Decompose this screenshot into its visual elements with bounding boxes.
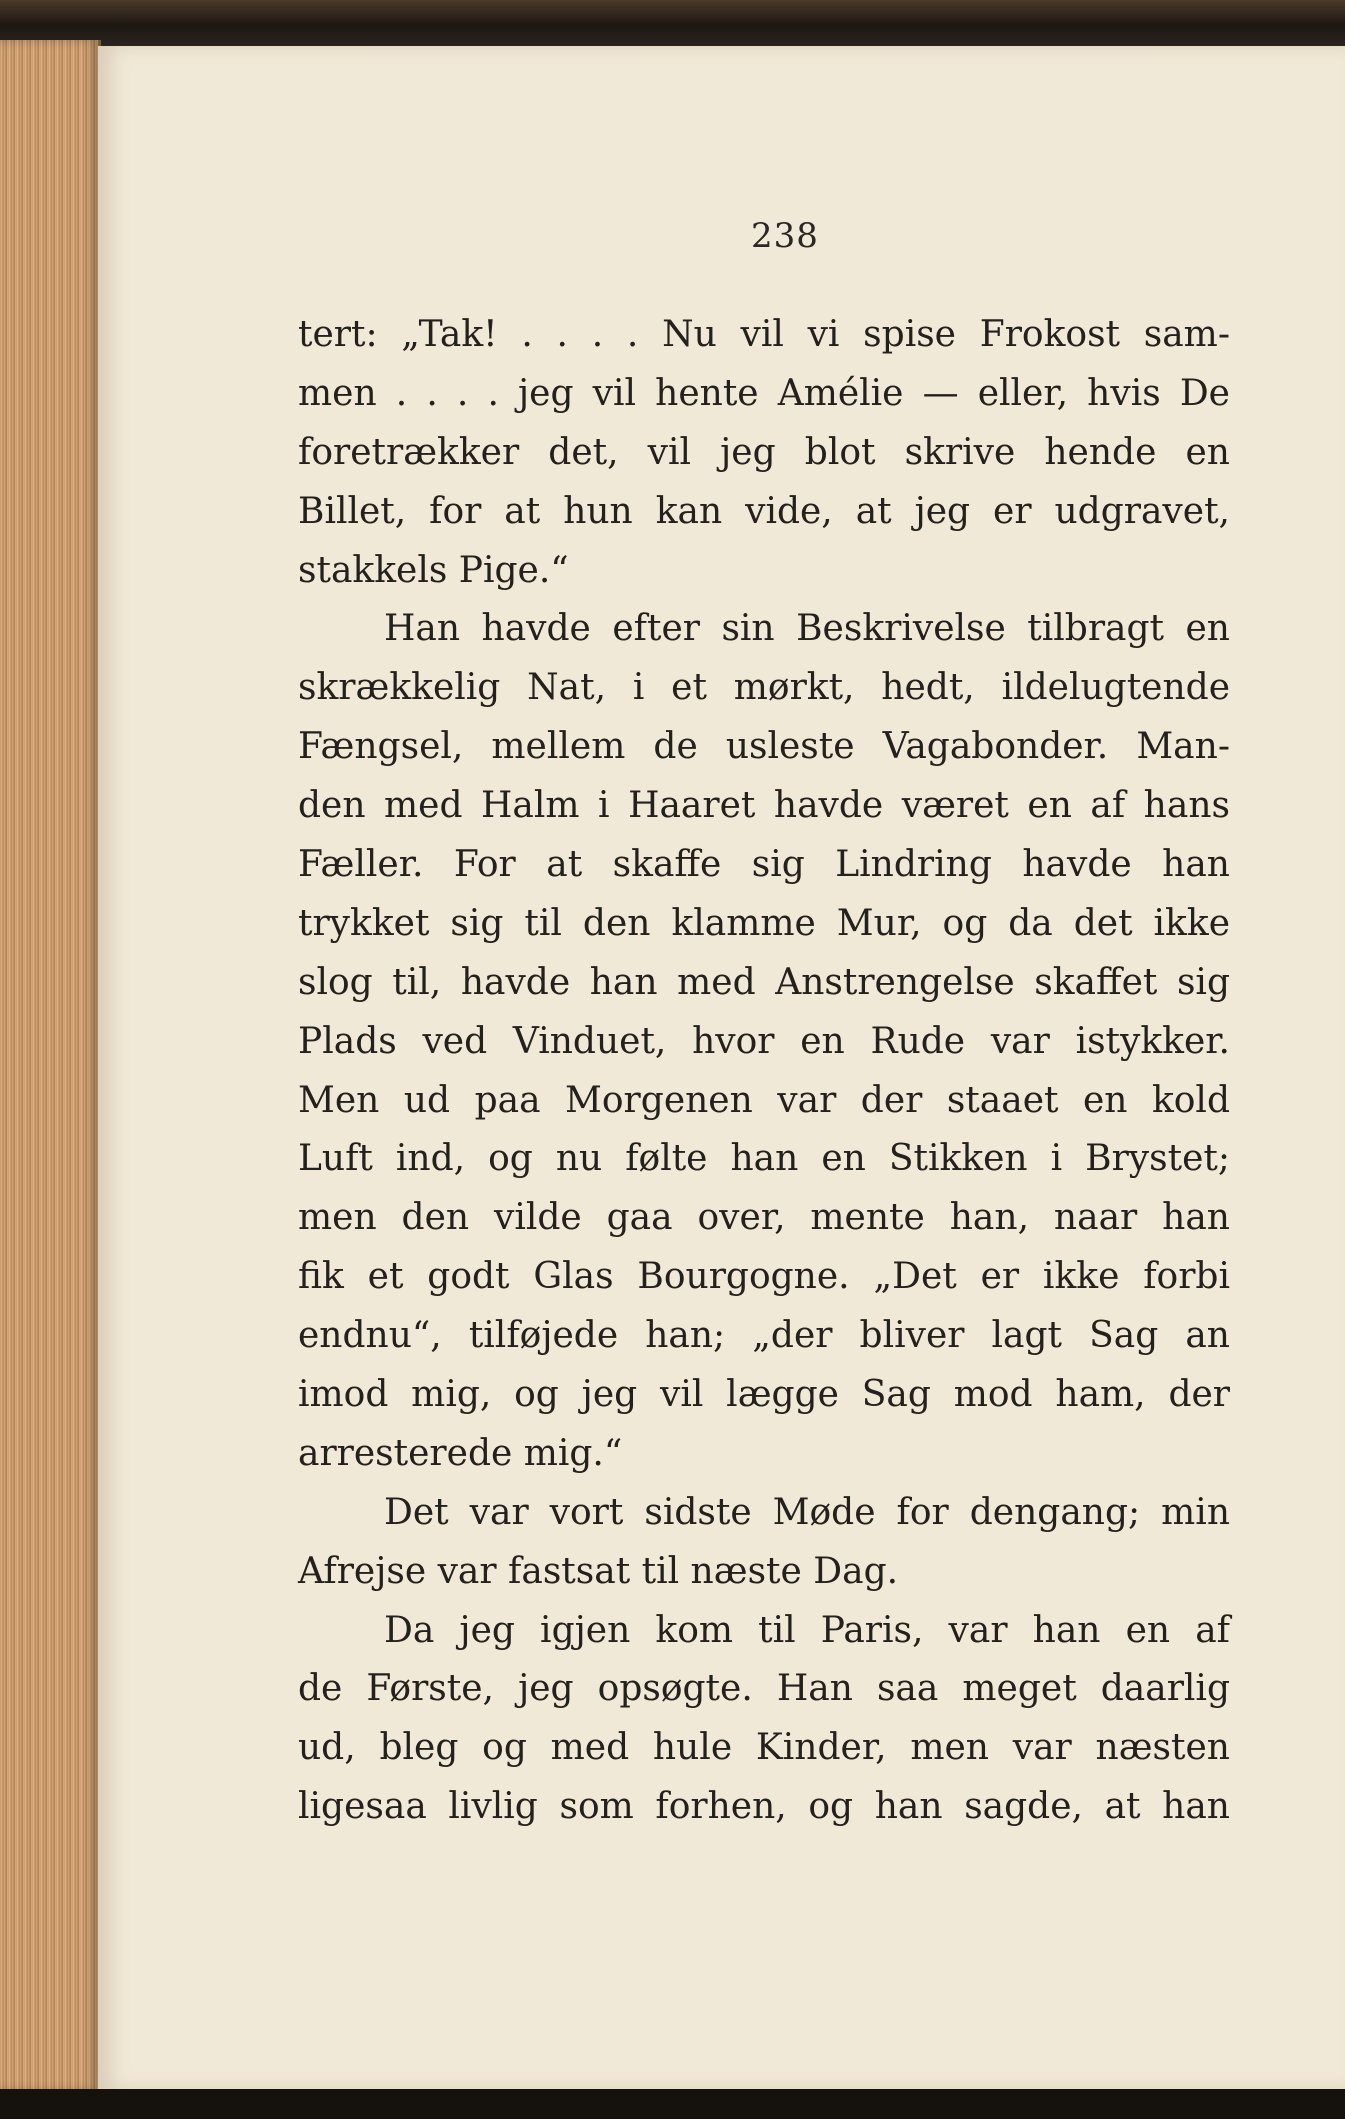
text-line: ud, bleg og med hule Kinder, men var næsten <box>298 1727 1230 1769</box>
text-line: den med Halm i Haaret havde været en af hans <box>298 785 1230 827</box>
body-text <box>298 306 1230 1837</box>
text-line: Han havde efter sin Beskrivelse tilbragt en <box>384 608 1230 650</box>
text-line: Luft ind, og nu følte han en Stikken i Brystet; <box>298 1138 1230 1180</box>
book-bottom-edge <box>0 2089 1345 2119</box>
text-line: tert: „Tak! . . . . Nu vil vi spise Frokost sam- <box>298 314 1230 355</box>
text-line: Det var vort sidste Møde for dengang; min <box>384 1491 1230 1533</box>
text-line: de Første, jeg opsøgte. Han saa meget daarlig <box>298 1668 1230 1710</box>
text-line: Da jeg igjen kom til Paris, var han en af <box>384 1609 1230 1651</box>
text-line: endnu“, tilføjede han; „der bliver lagt Sag an <box>298 1315 1230 1357</box>
page-stack-edges <box>0 40 101 2090</box>
text-line: men den vilde gaa over, mente han, naar han <box>298 1197 1230 1239</box>
text-line: skrækkelig Nat, i et mørkt, hedt, ildelugtende <box>298 667 1230 709</box>
text-line: Plads ved Vinduet, hvor en Rude var istykker. <box>298 1020 1230 1062</box>
text-line: trykket sig til den klamme Mur, og da det ikke <box>298 902 1230 944</box>
text-line: foretrækker det, vil jeg blot skrive hende en <box>298 431 1230 473</box>
book-top-edge <box>0 0 1345 46</box>
text-line: Afrejse var fastsat til næste Dag. <box>298 1550 899 1592</box>
text-line: stakkels Pige.“ <box>298 549 569 591</box>
text-line: Billet, for at hun kan vide, at jeg er udgravet, <box>298 490 1230 532</box>
text-line: Fængsel, mellem de usleste Vagabonder. Man- <box>298 726 1230 768</box>
text-line: Fæller. For at skaffe sig Lindring havde han <box>298 844 1230 886</box>
page-number: 238 <box>751 216 819 256</box>
text-line: ligesaa livlig som forhen, og han sagde, at han <box>298 1786 1230 1828</box>
text-line: slog til, havde han med Anstrengelse skaffet sig <box>298 961 1230 1003</box>
text-line: fik et godt Glas Bourgogne. „Det er ikke forbi <box>298 1256 1230 1298</box>
text-line: Men ud paa Morgenen var der staaet en kold <box>298 1079 1230 1121</box>
text-line: men . . . . jeg vil hente Amélie — eller, hvis De <box>298 372 1230 414</box>
text-line: arresterede mig.“ <box>298 1432 623 1474</box>
text-line: imod mig, og jeg vil lægge Sag mod ham, der <box>298 1374 1230 1416</box>
